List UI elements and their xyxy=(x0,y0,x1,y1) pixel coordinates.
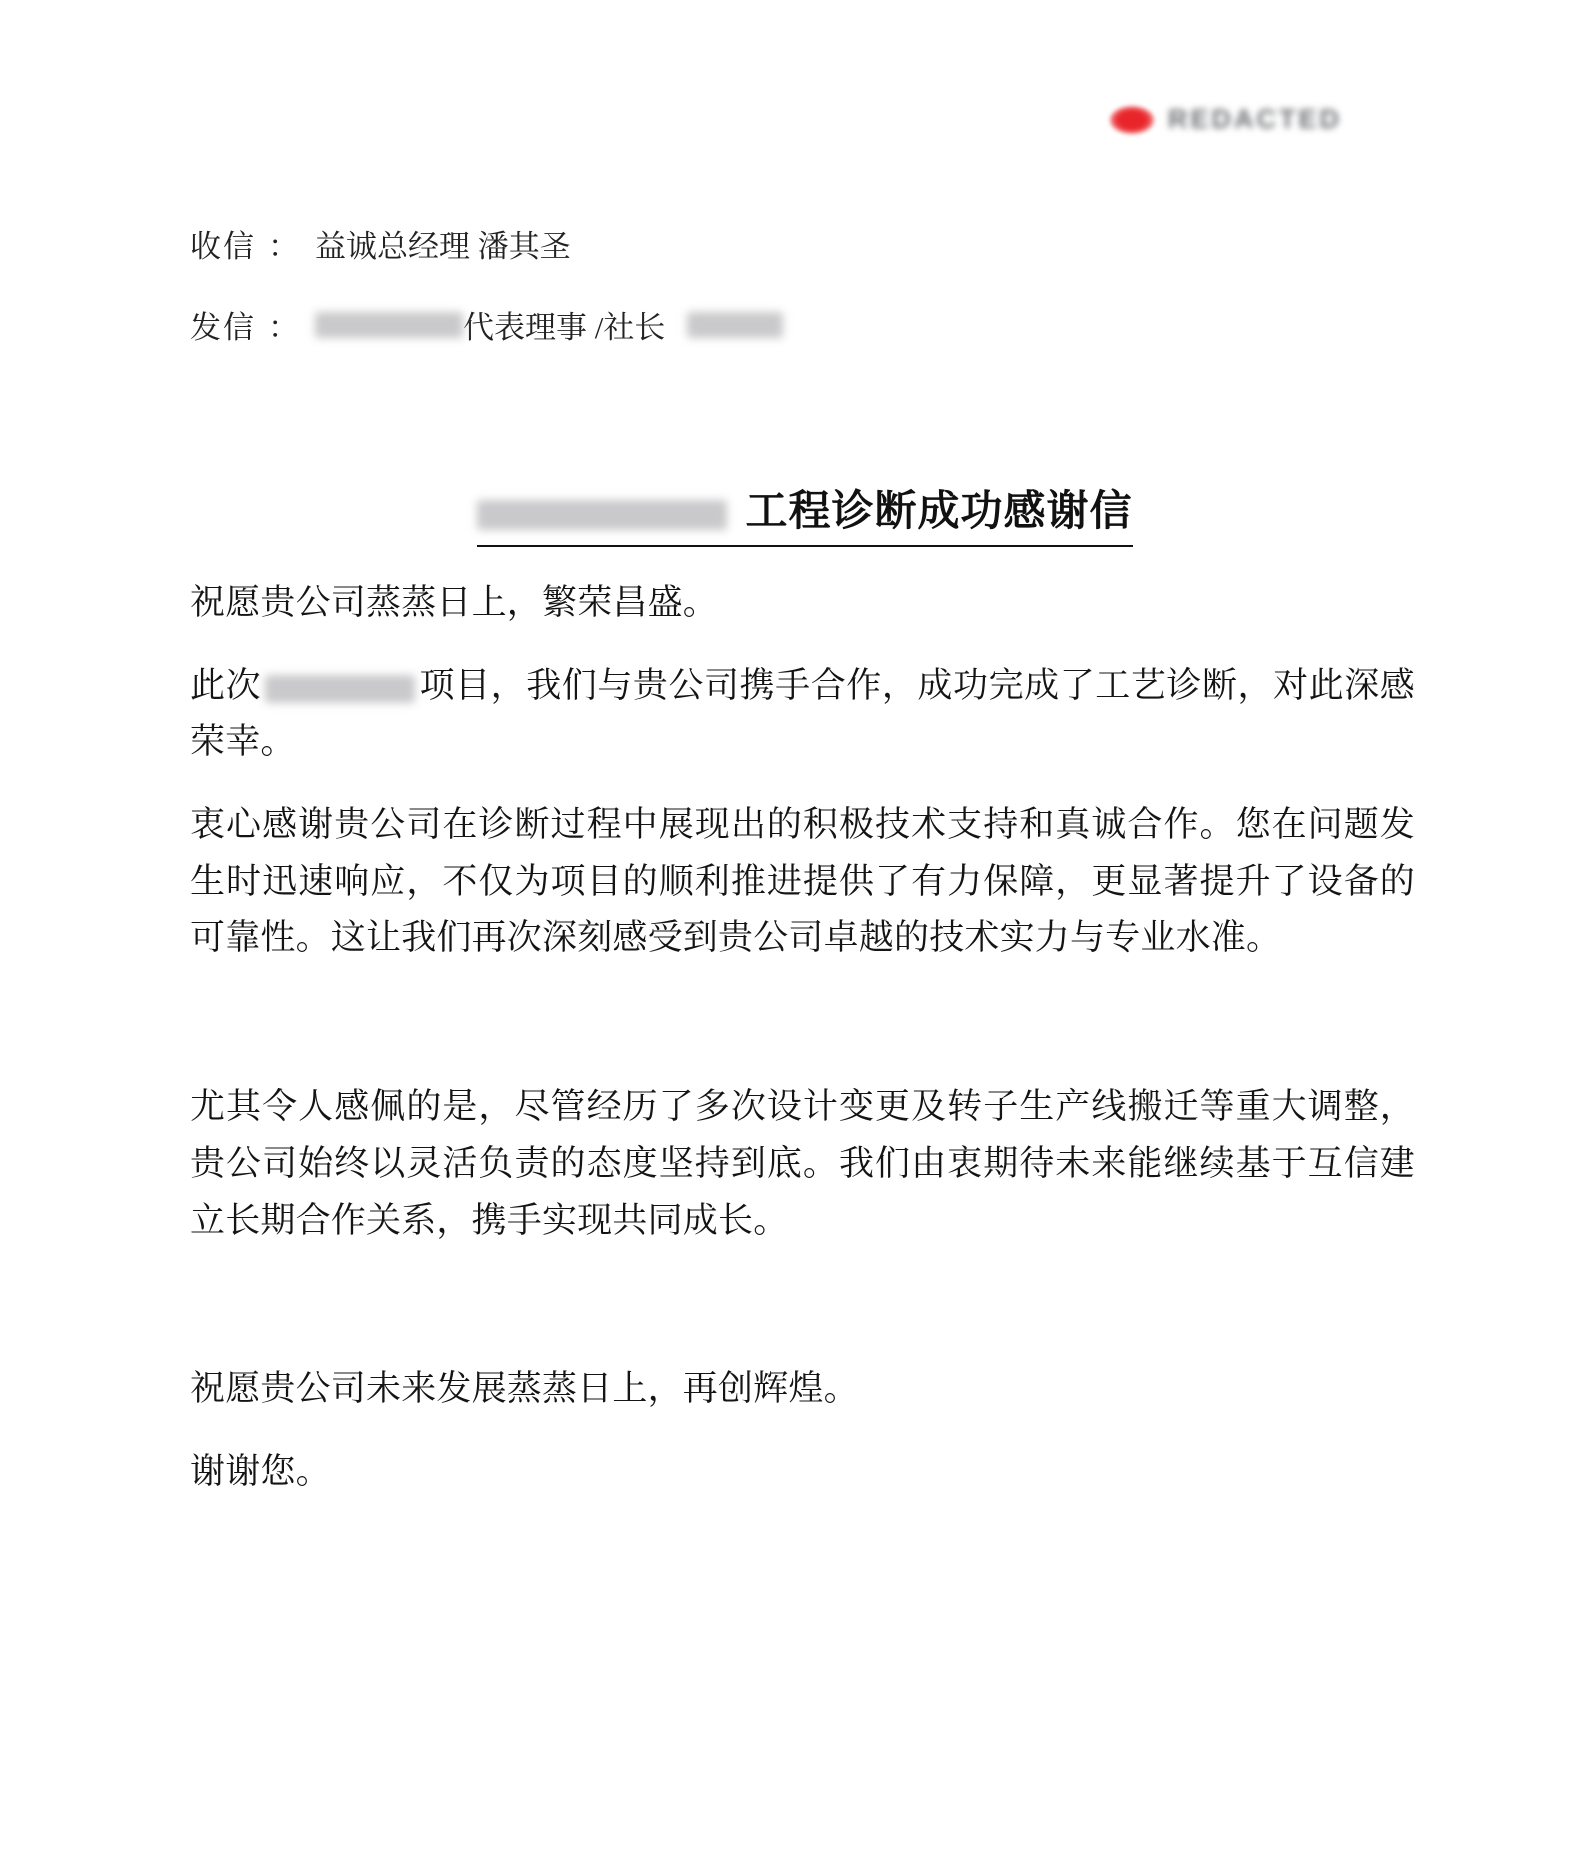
recipient-label: 收信 xyxy=(190,229,256,264)
recipient-value: 益诚总经理 潘其圣 xyxy=(315,229,571,264)
letter-body xyxy=(190,575,1415,1527)
paragraph-1: 祝愿贵公司蒸蒸日上，繁荣昌盛。 xyxy=(190,583,719,622)
paragraph-3: 衷心感谢贵公司在诊断过程中展现出的积极技术支持和真诚合作。您在问题发生时迅速响应，不仅为项目的顺利推进提供了有力保障，更显著提升了设备的可靠性。这让我们再次深刻感受到贵公司卓越的技术实力与专业水准。 xyxy=(190,805,1415,958)
paragraph-5: 祝愿贵公司未来发展蒸蒸日上，再创辉煌。 xyxy=(190,1369,859,1409)
page-title-redacted-prefix xyxy=(477,500,727,530)
sender-role: 代表理事 /社长 xyxy=(463,310,666,346)
sender-colon: ： xyxy=(268,310,299,346)
paragraph-2-before: 此次 xyxy=(190,665,262,705)
sender-name-redacted xyxy=(687,312,783,338)
company-logo xyxy=(1110,104,1342,135)
page-title xyxy=(190,478,1420,547)
logo-wordmark: REDACTED xyxy=(1167,104,1342,134)
recipient-line xyxy=(190,228,1420,265)
paragraph-6: 谢谢您。 xyxy=(190,1451,331,1491)
sender-line xyxy=(190,309,1420,346)
page-title-text: 工程诊断成功感谢信 xyxy=(745,489,1133,535)
sender-company-redacted xyxy=(315,312,463,338)
recipient-colon: ： xyxy=(268,229,299,264)
paragraph-2 xyxy=(190,658,1415,771)
project-name-redacted xyxy=(265,675,415,703)
logo-mark-icon xyxy=(1110,106,1154,134)
page-title-underline xyxy=(477,478,1132,547)
letter-header xyxy=(190,228,1420,390)
sender-label: 发信 xyxy=(190,310,256,346)
paragraph-4: 尤其令人感佩的是，尽管经历了多次设计变更及转子生产线搬迁等重大调整，贵公司始终以灵活负责的态度坚持到底。我们由衷期待未来能继续基于互信建立长期合作关系，携手实现共同成长。 xyxy=(190,1087,1415,1240)
paragraph-2-after: 项目，我们与贵公司携手合作，成功完成了工艺诊断，对此深感荣幸。 xyxy=(190,665,1415,762)
